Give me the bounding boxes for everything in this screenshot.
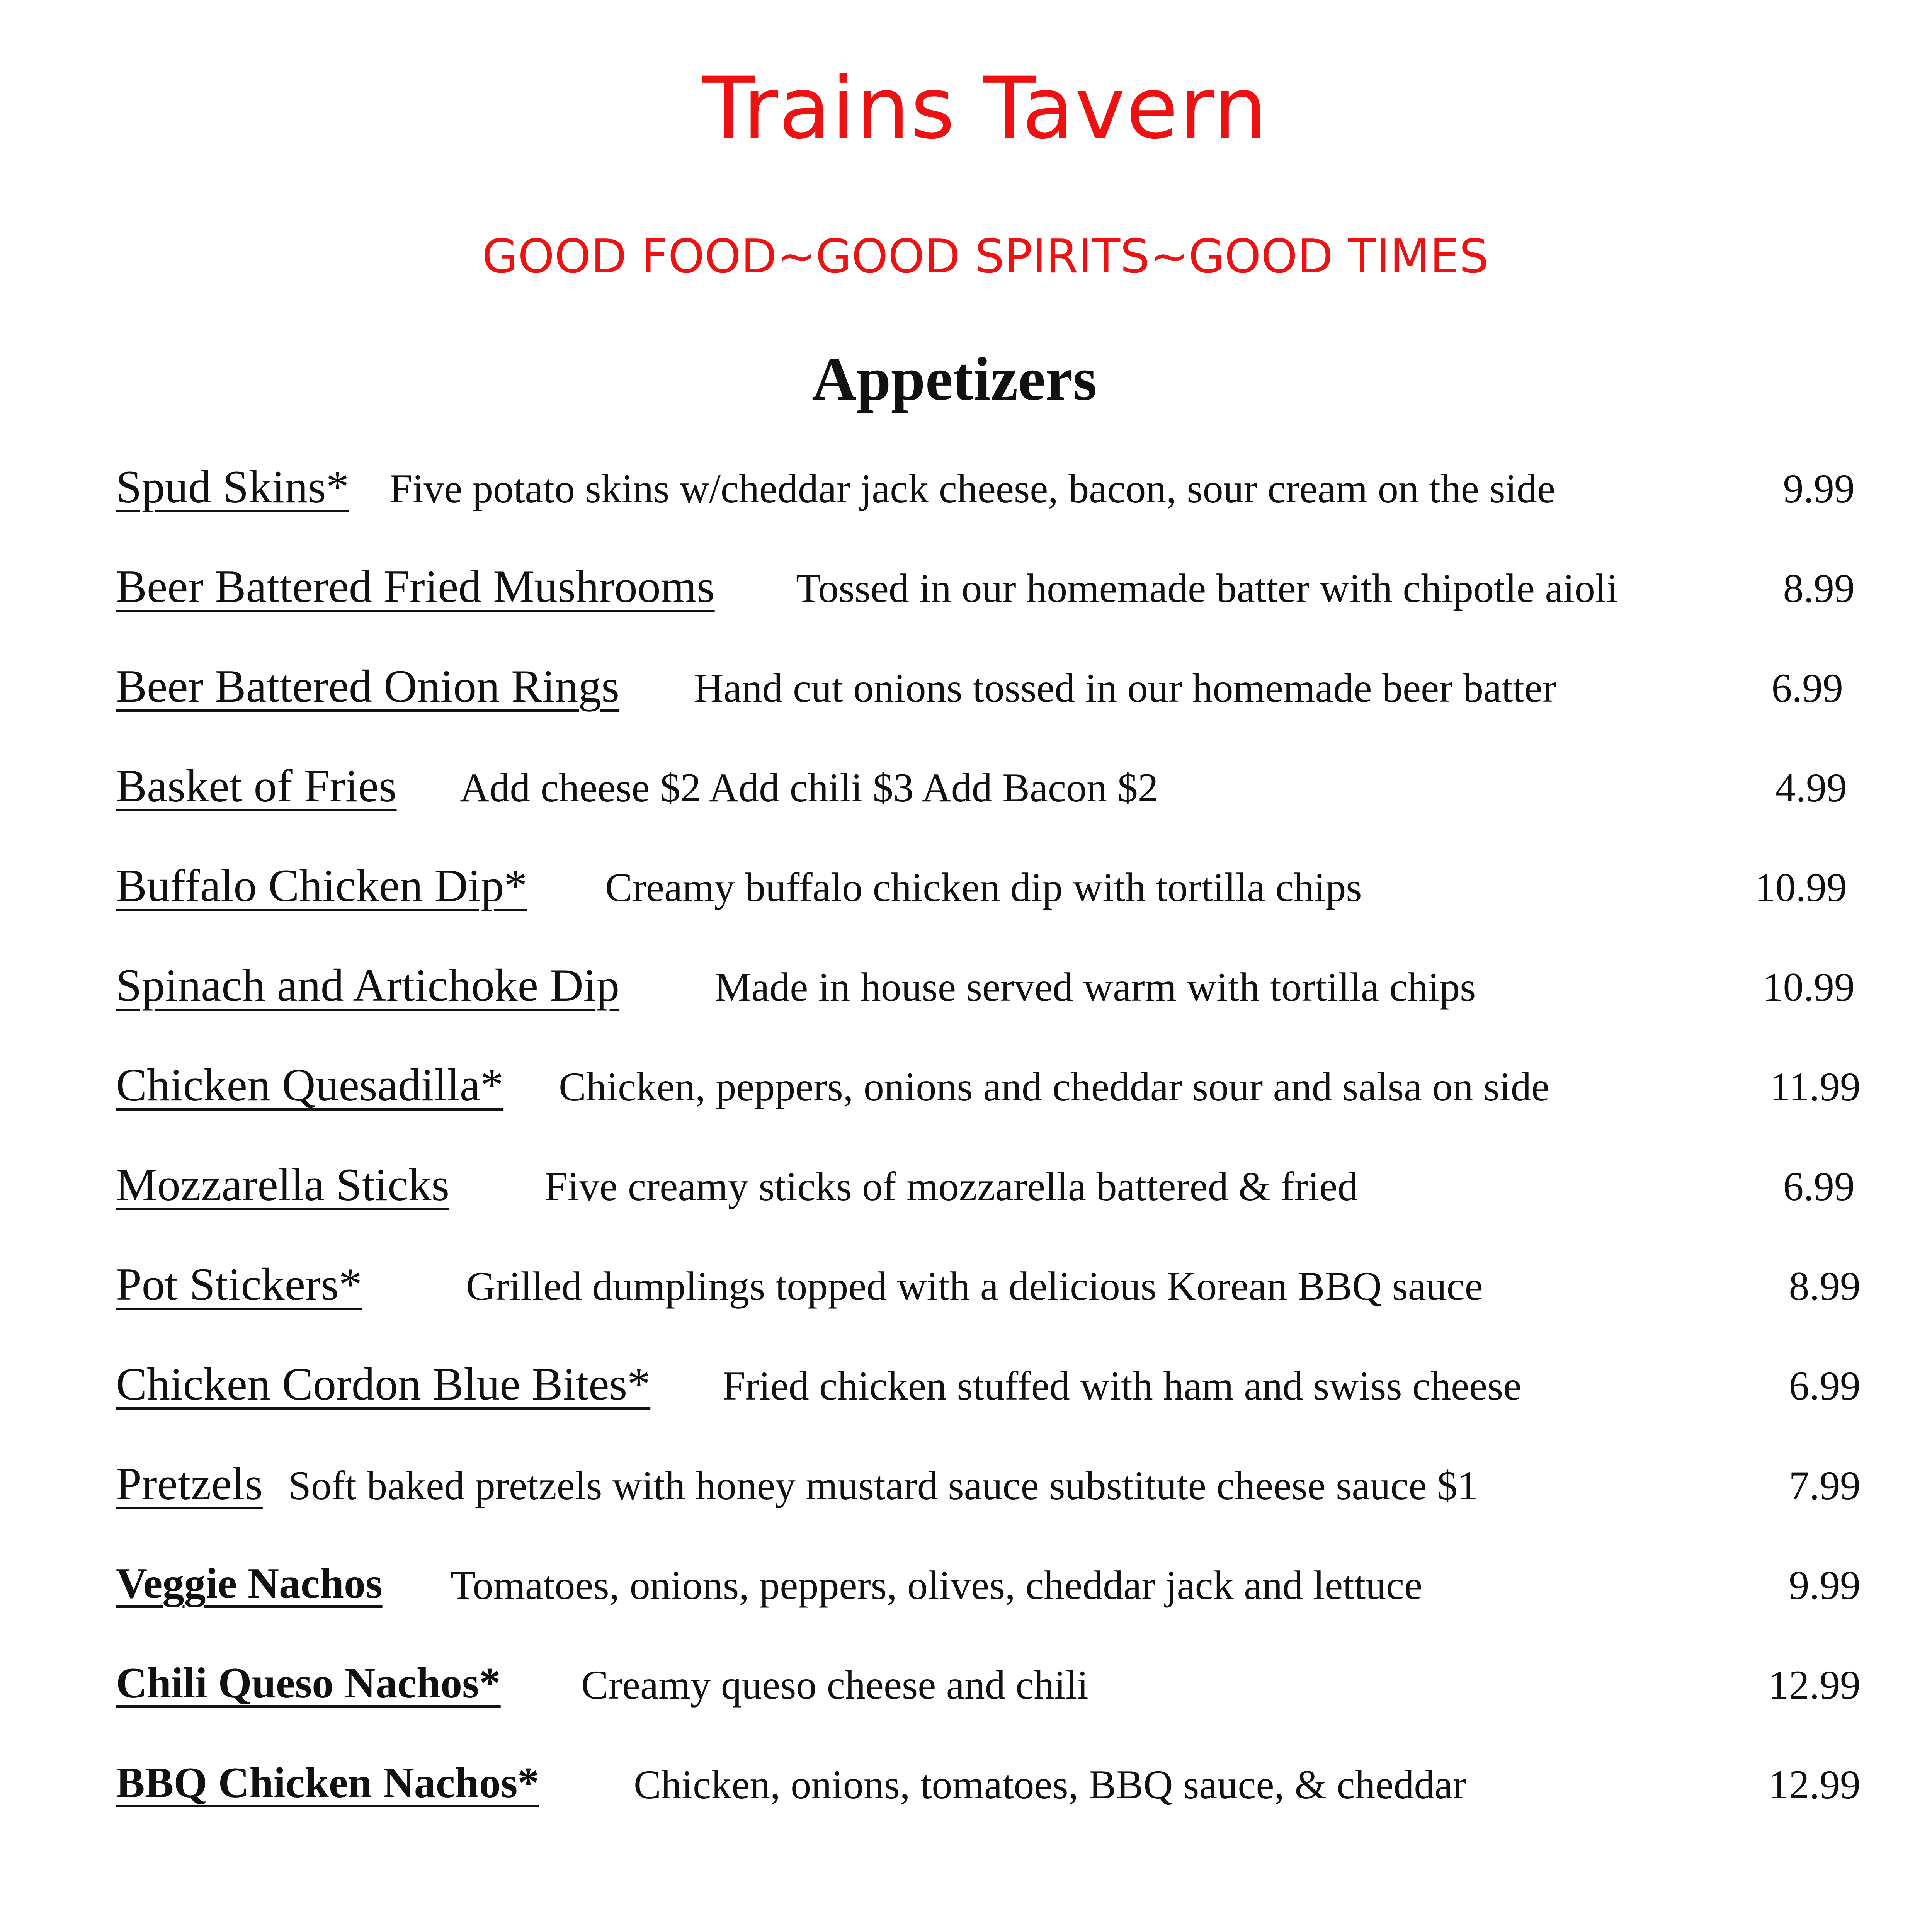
menu-list [116, 458, 1893, 1854]
menu-item-name: Spinach and Artichoke Dip [116, 959, 620, 1011]
menu-item [116, 1355, 1893, 1455]
menu-item-price: 10.99 [1762, 964, 1855, 1010]
menu-item-description: Chicken, peppers, onions and cheddar sour and salsa on side [559, 1064, 1549, 1109]
menu-item-description: Five potato skins w/cheddar jack cheese, bacon, sour cream on the side [389, 466, 1556, 511]
menu-item-description: Grilled dumplings topped with a delicious Korean BBQ sauce [466, 1264, 1483, 1309]
menu-item [116, 1255, 1893, 1355]
menu-item-name: Buffalo Chicken Dip* [116, 860, 527, 911]
menu-item-description: Made in house served warm with tortilla chips [715, 964, 1476, 1010]
restaurant-tagline: GOOD FOOD~GOOD SPIRITS~GOOD TIMES [482, 230, 1489, 284]
menu-item-description: Fried chicken stuffed with ham and swiss cheese [723, 1363, 1522, 1408]
menu-item-name: Chili Queso Nachos* [116, 1659, 501, 1707]
menu-item-price: 6.99 [1771, 665, 1843, 711]
menu-item-price: 4.99 [1775, 765, 1847, 810]
menu-item-name: Mozzarella Sticks [116, 1159, 450, 1210]
menu-item-name: BBQ Chicken Nachos* [116, 1759, 539, 1807]
menu-item-price: 9.99 [1789, 1563, 1861, 1608]
restaurant-title: Trains Tavern [702, 59, 1268, 158]
menu-item-price: 6.99 [1783, 1164, 1855, 1209]
menu-item [116, 757, 1893, 857]
menu-item-description: Tossed in our homemade batter with chipotle aioli [796, 566, 1618, 611]
menu-item-name: Beer Battered Onion Rings [116, 660, 620, 712]
menu-item [116, 1654, 1893, 1754]
menu-item-price: 10.99 [1755, 865, 1847, 910]
menu-item [116, 458, 1893, 558]
menu-item-name: Beer Battered Fried Mushrooms [116, 561, 715, 612]
section-heading: Appetizers [812, 344, 1097, 413]
menu-item-price: 7.99 [1789, 1463, 1861, 1508]
menu-item-price: 9.99 [1783, 466, 1855, 511]
menu-item [116, 1554, 1893, 1654]
menu-item-price: 6.99 [1789, 1363, 1861, 1408]
menu-item-name: Spud Skins* [116, 461, 349, 512]
menu-item-price: 8.99 [1783, 566, 1855, 611]
menu-item-description: Soft baked pretzels with honey mustard sauce substitute cheese sauce $1 [288, 1463, 1478, 1508]
menu-item-name: Chicken Cordon Blue Bites* [116, 1358, 651, 1410]
menu-item-price: 12.99 [1768, 1662, 1861, 1708]
menu-item-description: Creamy buffalo chicken dip with tortilla chips [605, 865, 1362, 910]
menu-item [116, 657, 1893, 757]
menu-item-description: Creamy queso cheese and chili [581, 1662, 1088, 1708]
menu-item-name: Pot Stickers* [116, 1259, 362, 1310]
menu-item-description: Chicken, onions, tomatoes, BBQ sauce, & cheddar [634, 1762, 1466, 1807]
menu-item-price: 12.99 [1768, 1762, 1861, 1807]
menu-item [116, 1455, 1893, 1554]
menu-item [116, 1056, 1893, 1156]
menu-item-name: Pretzels [116, 1458, 263, 1509]
menu-item [116, 1754, 1893, 1854]
menu-item-name: Chicken Quesadilla* [116, 1059, 504, 1111]
menu-item-name: Basket of Fries [116, 760, 397, 811]
menu-item [116, 857, 1893, 956]
menu-item-price: 11.99 [1770, 1064, 1861, 1109]
menu-item-price: 8.99 [1789, 1264, 1861, 1309]
menu-item-description: Add cheese $2 Add chili $3 Add Bacon $2 [460, 765, 1158, 810]
menu-item-description: Hand cut onions tossed in our homemade beer batter [694, 665, 1556, 711]
menu-item-description: Five creamy sticks of mozzarella battered & fried [545, 1164, 1358, 1209]
menu-item [116, 558, 1893, 657]
menu-item [116, 956, 1893, 1056]
menu-item-name: Veggie Nachos [116, 1560, 383, 1607]
menu-item-description: Tomatoes, onions, peppers, olives, cheddar jack and lettuce [451, 1563, 1423, 1608]
menu-item [116, 1156, 1893, 1255]
